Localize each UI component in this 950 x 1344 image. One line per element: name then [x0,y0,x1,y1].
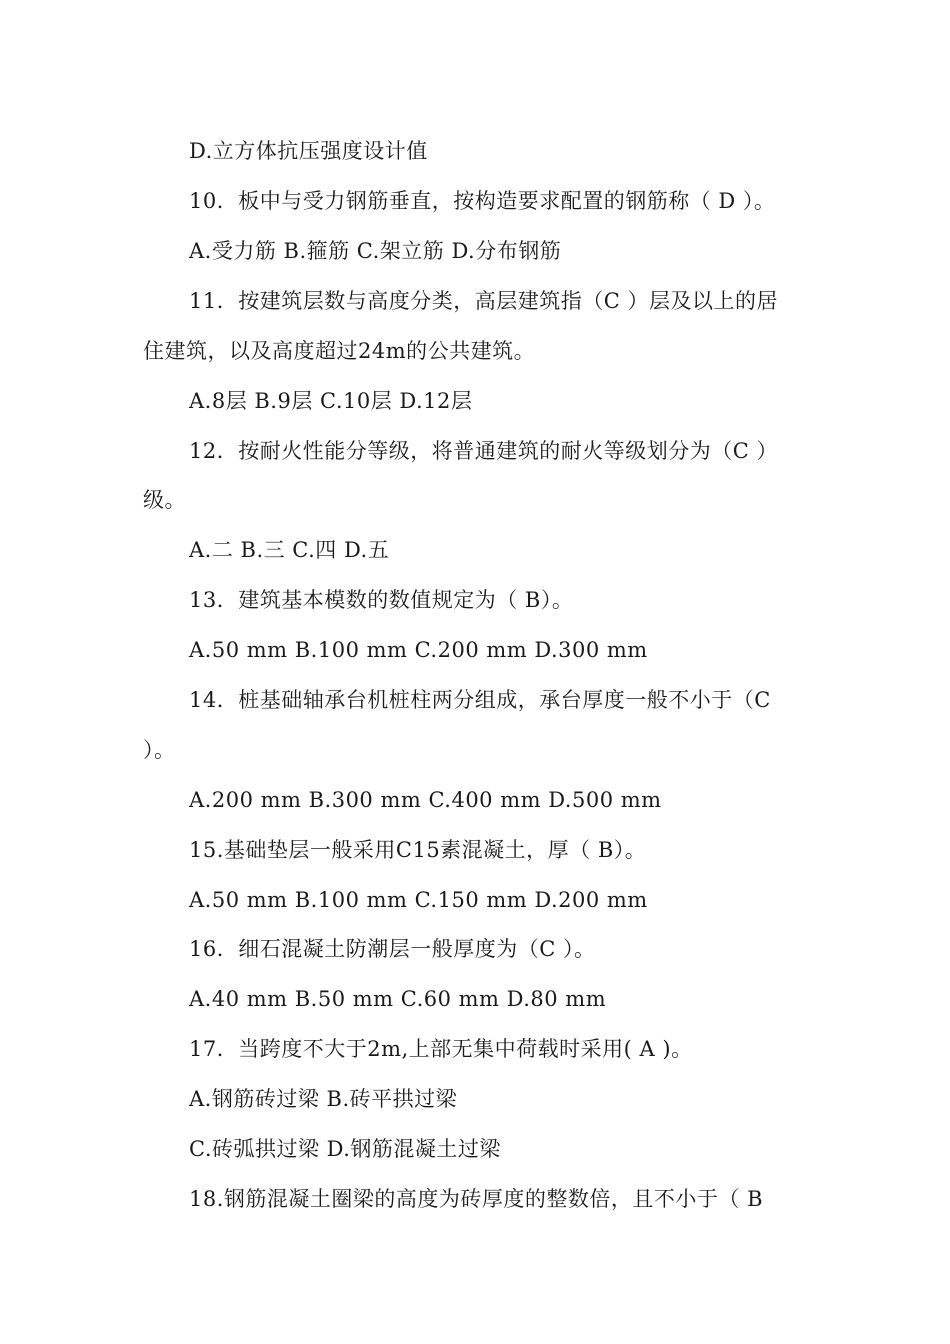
option-line-q9-d: D.立方体抗压强度设计值 [189,139,428,163]
options-q17-line-1: A.钢筋砖过梁 B.砖平拱过梁 [189,1087,458,1111]
options-q17-line-2: C.砖弧拱过梁 D.钢筋混凝土过梁 [189,1137,501,1161]
question-14-line-1: 14．桩基础轴承台机桩柱两分组成，承台厚度一般不小于（C [189,688,771,712]
options-q15: A.50 mm B.100 mm C.150 mm D.200 mm [189,888,648,912]
question-11-line-1: 11．按建筑层数与高度分类，高层建筑指（C ）层及以上的居 [189,289,778,313]
options-q14: A.200 mm B.300 mm C.400 mm D.500 mm [189,788,662,812]
options-q11: A.8层 B.9层 C.10层 D.12层 [189,389,473,413]
question-15: 15.基础垫层一般采用C15素混凝土，厚（ B）。 [189,838,647,862]
question-17: 17．当跨度不大于2m,上部无集中荷载时采用( A )。 [189,1037,693,1061]
question-12-line-1: 12．按耐火性能分等级，将普通建筑的耐火等级划分为（C ） [189,439,778,463]
question-10: 10．板中与受力钢筋垂直，按构造要求配置的钢筋称（ D ）。 [189,189,776,213]
options-q12: A.二 B.三 C.四 D.五 [189,538,390,562]
options-q10: A.受力筋 B.箍筋 C.架立筋 D.分布钢筋 [189,239,562,263]
question-16: 16．细石混凝土防潮层一般厚度为（C ）。 [189,937,596,961]
question-11-line-2: 住建筑，以及高度超过24m的公共建筑。 [143,339,536,363]
options-q16: A.40 mm B.50 mm C.60 mm D.80 mm [189,987,607,1011]
question-14-line-2: ）。 [143,738,176,762]
question-12-line-2: 级。 [143,488,186,512]
options-q13: A.50 mm B.100 mm C.200 mm D.300 mm [189,638,648,662]
question-13: 13．建筑基本模数的数值规定为（ B）。 [189,588,574,612]
question-18: 18.钢筋混凝土圈梁的高度为砖厚度的整数倍，且不小于（ B [189,1187,764,1211]
